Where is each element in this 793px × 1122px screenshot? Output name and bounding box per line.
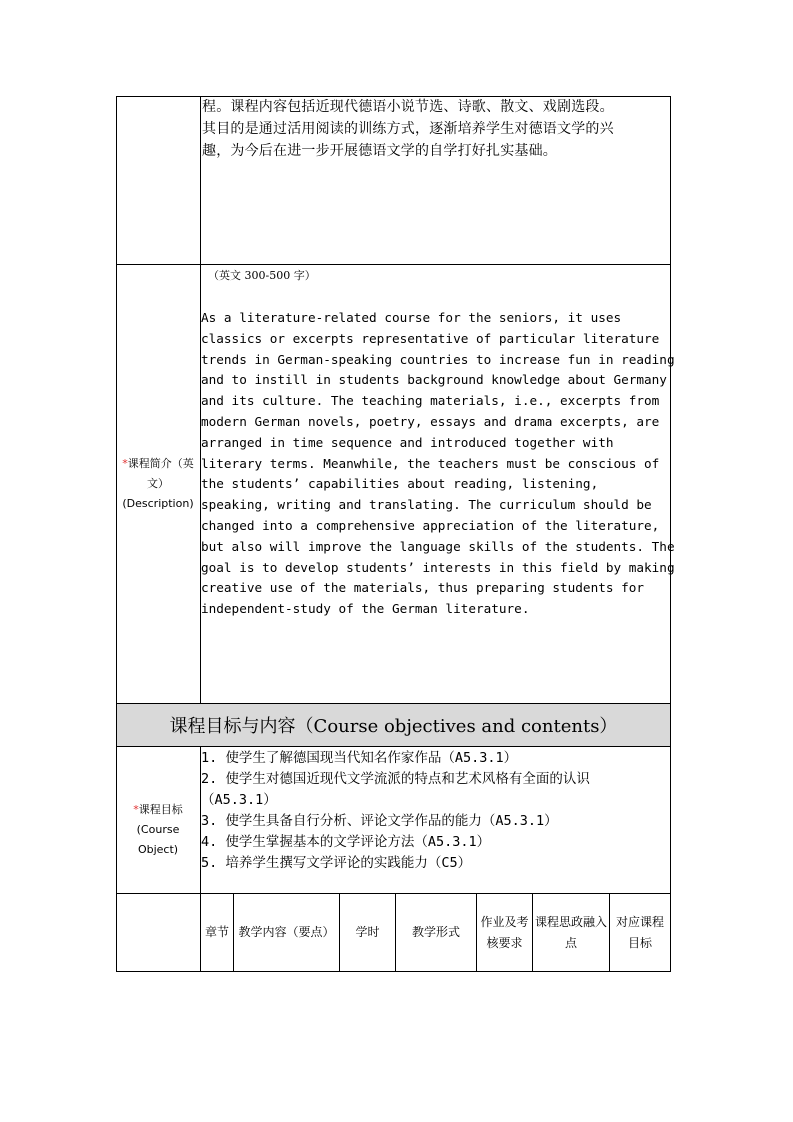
objective-item: 4. 使学生掌握基本的文学评论方法（A5.3.1）	[201, 834, 491, 850]
header-homework: 作业及考 核要求	[480, 914, 529, 950]
row-divider-1	[116, 264, 671, 265]
header-teaching-form: 教学形式	[411, 925, 460, 939]
objectives-label	[116, 800, 200, 860]
header-ideology: 课程思政融入 点	[534, 914, 607, 950]
description-label-cn: 课程简介（英	[127, 457, 194, 470]
header-chapter: 章节	[204, 925, 229, 939]
header-hours: 学时	[355, 925, 380, 939]
description-label-cn-2: 文）	[147, 477, 169, 490]
objective-item: 5. 培养学生撰写文学评论的实践能力（C5）	[201, 855, 472, 871]
course-intro-cn-text: 程。课程内容包括近现代德语小说节选、诗歌、散文、戏剧选段。 其目的是通过活用阅读的训练方式，逐渐培养学生对德语文学的兴 趣，为今后在进一步开展德语文学的自学打好扎实基础。	[202, 99, 614, 159]
header-target: 对应课程 目标	[615, 914, 664, 950]
description-en-text: As a literature-related course for the seniors, it uses classics or excerpts representative of particular literature trends in German-speaking countries to increase fun in reading and to instill in students background knowledge about Germany and its culture. The teaching materials, i.e., excerpts from modern German novels, poetry, essays and drama excerpts, are arranged in time sequence and introduced together with literary terms. Meanwhile, the teachers must be conscious of the students’ capabilities about reading, listening, speaking, writing and translating. The curriculum should be changed into a comprehensive appreciation of the literature, but also will improve the language skills of the students. The goal is to develop students’ interests in this field by making creative use of the materials, thus preparing students for independent-study of the German literature.	[201, 310, 675, 617]
description-label	[116, 454, 200, 514]
objective-item: 2. 使学生对德国近现代文学流派的特点和艺术风格有全面的认识 （A5.3.1）	[201, 771, 590, 808]
objective-item: 1. 使学生了解德国现当代知名作家作品（A5.3.1）	[201, 750, 518, 766]
objectives-label-en: (Course Object)	[136, 823, 180, 856]
header-content: 教学内容（要点）	[238, 925, 335, 939]
objectives-label-cn: 课程目标	[138, 803, 183, 816]
row-divider-3	[116, 746, 671, 747]
description-word-count-hint: （英文 300-500 字）	[208, 269, 316, 282]
objective-item: 3. 使学生具备自行分析、评论文学作品的能力（A5.3.1）	[201, 813, 558, 829]
table-bottom-border	[116, 971, 671, 972]
description-label-en: (Description)	[122, 497, 194, 510]
section-heading-text: 课程目标与内容（Course objectives and contents）	[169, 716, 618, 737]
section-heading-objectives-contents	[117, 704, 670, 746]
required-mark: *	[133, 803, 139, 816]
objectives-list	[201, 748, 671, 874]
required-mark: *	[122, 457, 128, 470]
